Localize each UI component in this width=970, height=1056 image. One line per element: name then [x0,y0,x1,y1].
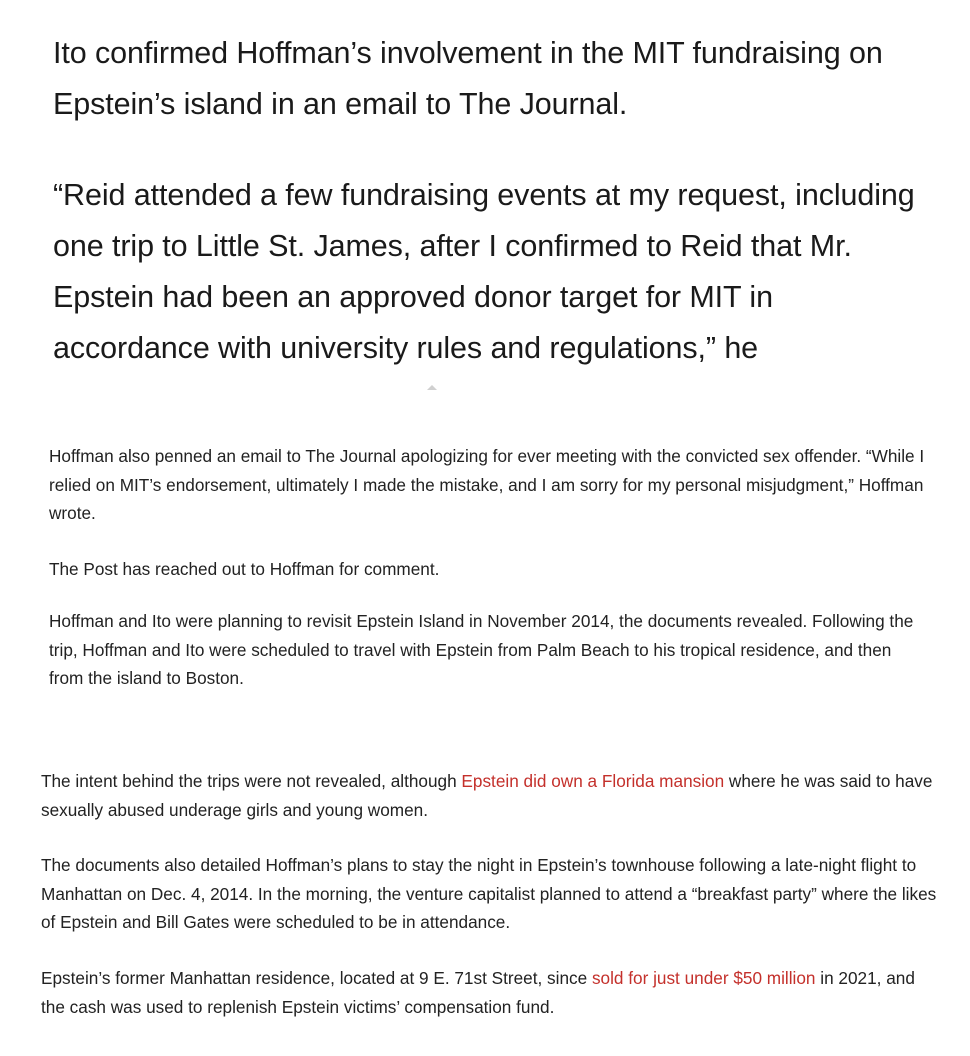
quote-intro: Ito confirmed Hoffman’s involvement in the MIT fundraising on Epstein’s island in an email to The Journal. [53,36,883,121]
paragraph-manhattan-residence [41,964,941,1021]
quote-text: “Reid attended a few fundraising events at my request, including one trip to Little St. James, after I confirmed to Reid that Mr. Epstein had been an approved donor target for MIT in accordance with university rules and regulations,” he [53,178,915,365]
florida-mansion-link[interactable]: Epstein did own a Florida mansion [461,771,725,791]
sold-price-link[interactable]: sold for just under $50 million [591,968,816,988]
paragraph-trip-intent [41,767,941,824]
paragraph-apology: Hoffman also penned an email to The Journal apologizing for ever meeting with the convicted sex offender. “While I relied on MIT’s endorsement, ultimately I made the mistake, and I am sorry for my personal misjudgment,” Hoffman wrote. [49,446,925,524]
paragraph-trip-plans: Hoffman and Ito were planning to revisit Epstein Island in November 2014, the documents revealed. Following the trip, Hoffman and Ito were scheduled to travel with Epstein from Palm Beach to his tropical residence, and then from the island to Boston. [49,611,914,689]
paragraph-reached-out: The Post has reached out to Hoffman for comment. [49,559,440,579]
caret-up-icon [426,383,438,391]
paragraph-text: Epstein’s former Manhattan residence, located at 9 E. 71st Street, since [41,968,592,988]
paragraph-townhouse-plans: The documents also detailed Hoffman’s plans to stay the night in Epstein’s townhouse following a late-night flight to Manhattan on Dec. 4, 2014. In the morning, the venture capitalist planned to attend a “breakfast party” where the likes of Epstein and Bill Gates were scheduled to be in attendance. [41,855,937,933]
paragraph-text: where he was said to have sexually abused underage girls and young women. [41,771,933,820]
paragraph-text: in 2021, and the cash was used to replenish Epstein victims’ compensation fund. [41,968,915,1017]
paragraph-text: The intent behind the trips were not revealed, although [41,771,462,791]
